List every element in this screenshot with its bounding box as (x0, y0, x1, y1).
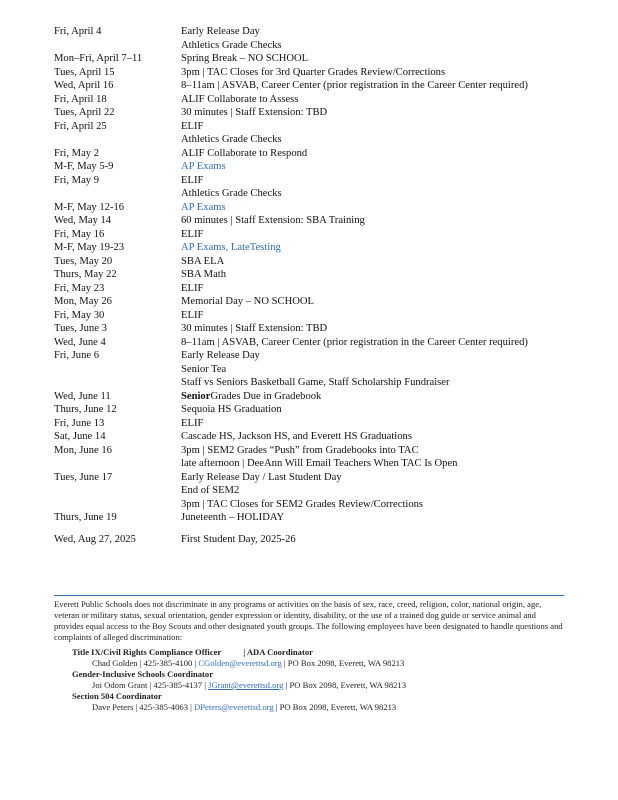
event: 8–11am | ASVAB, Career Center (prior registration in the Career Center required) (181, 336, 528, 348)
calendar-row (54, 241, 594, 255)
row-date: Wed, June 4 (54, 336, 106, 348)
calendar-row (54, 214, 594, 228)
event: late afternoon | DeeAnn Will Email Teachers When TAC Is Open (181, 458, 458, 469)
spacer (54, 525, 594, 533)
calendar-row (54, 322, 594, 336)
event: Early Release Day (181, 350, 260, 361)
row-date: Fri, May 16 (54, 228, 105, 240)
row-date: Mon–Fri, April 7–11 (54, 53, 143, 64)
calendar-row (54, 417, 594, 431)
event: End of SEM2 (181, 485, 240, 496)
calendar-row (54, 201, 594, 215)
calendar-row (54, 533, 594, 547)
calendar-row (54, 309, 594, 323)
email-link[interactable]: CGolden@everettsd.org (198, 658, 282, 668)
calendar-row (54, 66, 594, 80)
event: 60 minutes | Staff Extension: SBA Training (181, 215, 365, 226)
calendar-row (54, 444, 594, 471)
event: First Student Day, 2025-26 (181, 533, 296, 545)
calendar-row (54, 147, 594, 161)
calendar-row (54, 282, 594, 296)
coordinator-address: | PO Box 2098, Everett, WA 98213 (275, 702, 397, 712)
event: SBA Math (181, 269, 227, 280)
event: Memorial Day – NO SCHOOL (181, 296, 314, 307)
event-emphasis: Senior (181, 390, 211, 402)
row-date: Fri, June 13 (54, 417, 105, 429)
row-date: Mon, June 16 (54, 444, 112, 456)
event: Early Release Day / Last Student Day (181, 471, 342, 483)
event: Athletics Grade Checks (181, 188, 282, 199)
event: Senior Tea (181, 363, 227, 375)
calendar-row (54, 228, 594, 242)
coordinator-list (72, 647, 564, 713)
row-date: Wed, May 14 (54, 215, 112, 226)
row-date: M-F, May 5-9 (54, 161, 114, 172)
nondiscrimination-notice: Everett Public Schools does not discriminate in any programs or activities on the basis of sex, race, creed, religion, color, national origin, age, veteran or military status, sexual orientation, gender expression or identity, disability, or the use of a trained dog guide or service animal and provides equal access to the Boy Scouts and other designated youth groups. The following employees have been designated to handle questions and complaints of alleged discrimination: (54, 599, 563, 642)
nondiscrimination-footer (54, 599, 564, 713)
calendar-row (54, 295, 594, 309)
footer-divider (54, 595, 564, 596)
row-date: Tues, June 17 (54, 471, 113, 483)
calendar-row (54, 511, 594, 525)
event: ALIF Collaborate to Assess (181, 93, 299, 105)
row-date: Sat, June 14 (54, 431, 106, 442)
calendar-row (54, 160, 594, 174)
row-date: Thurs, May 22 (54, 269, 117, 280)
calendar-row (54, 106, 594, 120)
event: ELIF (181, 228, 204, 240)
coordinator-title: Section 504 Coordinator (72, 691, 162, 701)
coordinator-title: | ADA Coordinator (243, 647, 313, 657)
calendar-row (54, 430, 594, 444)
row-date: Fri, April 18 (54, 93, 107, 105)
event: ELIF (181, 309, 204, 321)
calendar-table (54, 25, 594, 546)
coordinator-name: Dave Peters | 425-385-4063 | (92, 702, 192, 712)
event: ELIF (181, 282, 204, 294)
event: 3pm | SEM2 Grades “Push” from Gradebooks into TAC (181, 444, 419, 456)
event: Juneteenth – HOLIDAY (181, 512, 285, 523)
event: Cascade HS, Jackson HS, and Everett HS Graduations (181, 431, 412, 442)
calendar-row (54, 25, 594, 52)
event: 8–11am | ASVAB, Career Center (prior registration in the Career Center required) (181, 80, 528, 91)
calendar-row (54, 349, 594, 390)
coordinator-title: Title IX/Civil Rights Compliance Officer (72, 647, 222, 657)
row-date: Fri, April 25 (54, 120, 107, 132)
calendar-row (54, 174, 594, 201)
row-date: Tues, April 15 (54, 66, 115, 78)
row-date: Tues, June 3 (54, 323, 107, 334)
email-link[interactable]: JGrant@everettsd.org (208, 680, 284, 690)
row-date: Fri, May 30 (54, 309, 105, 321)
event: Athletics Grade Checks (181, 134, 282, 145)
event: ALIF Collaborate to Respond (181, 147, 308, 159)
row-date: Thurs, June 19 (54, 512, 117, 523)
row-date: Fri, May 2 (54, 147, 100, 159)
calendar-row (54, 268, 594, 282)
row-date: Thurs, June 12 (54, 404, 117, 415)
row-date: Wed, Aug 27, 2025 (54, 533, 136, 545)
calendar-row (54, 52, 594, 66)
row-date: M-F, May 12-16 (54, 201, 125, 213)
event: 30 minutes | Staff Extension: TBD (181, 323, 328, 334)
email-link[interactable]: DPeters@everettsd.org (194, 702, 274, 712)
calendar-row (54, 79, 594, 93)
event: ELIF (181, 174, 204, 186)
event: Early Release Day (181, 26, 260, 37)
row-date: Wed, June 11 (54, 390, 111, 402)
row-date: Fri, May 9 (54, 174, 100, 186)
row-date: Fri, May 23 (54, 282, 105, 294)
row-date: Fri, April 4 (54, 26, 102, 37)
coordinator-title: Gender-Inclusive Schools Coordinator (72, 669, 214, 679)
calendar-row (54, 255, 594, 269)
event: Sequoia HS Graduation (181, 404, 282, 415)
row-date: Fri, June 6 (54, 350, 100, 361)
calendar-row (54, 403, 594, 417)
coordinator-name: Chad Golden | 425-385-4100 | (92, 658, 197, 668)
calendar-row (54, 471, 594, 512)
row-date: Tues, April 22 (54, 107, 115, 118)
event: 30 minutes | Staff Extension: TBD (181, 107, 328, 118)
coordinator-name: Joi Odom Grant | 425-385-4137 | (92, 680, 206, 690)
row-date: Wed, April 16 (54, 80, 114, 91)
calendar-row (54, 93, 594, 107)
event: 3pm | TAC Closes for 3rd Quarter Grades Review/Corrections (181, 66, 446, 78)
row-date: M-F, May 19-23 (54, 242, 125, 253)
event: ELIF (181, 120, 204, 132)
event: SBA ELA (181, 255, 225, 267)
event-link[interactable]: AP Exams, LateTesting (181, 242, 281, 253)
event: Grades Due in Gradebook (210, 390, 322, 402)
calendar-row (54, 390, 594, 404)
event-link[interactable]: AP Exams (181, 201, 226, 213)
row-date: Tues, May 20 (54, 255, 113, 267)
event: Spring Break – NO SCHOOL (181, 53, 309, 64)
event-link[interactable]: AP Exams (181, 161, 226, 172)
event: Staff vs Seniors Basketball Game, Staff Scholarship Fundraiser (181, 377, 450, 388)
row-date: Mon, May 26 (54, 296, 112, 307)
event: ELIF (181, 417, 204, 429)
coordinator-address: | PO Box 2098, Everett, WA 98213 (285, 680, 407, 690)
calendar-row (54, 336, 594, 350)
event: Athletics Grade Checks (181, 39, 282, 51)
event: 3pm | TAC Closes for SEM2 Grades Review/Corrections (181, 498, 424, 510)
calendar-row (54, 120, 594, 147)
coordinator-address: | PO Box 2098, Everett, WA 98213 (283, 658, 405, 668)
